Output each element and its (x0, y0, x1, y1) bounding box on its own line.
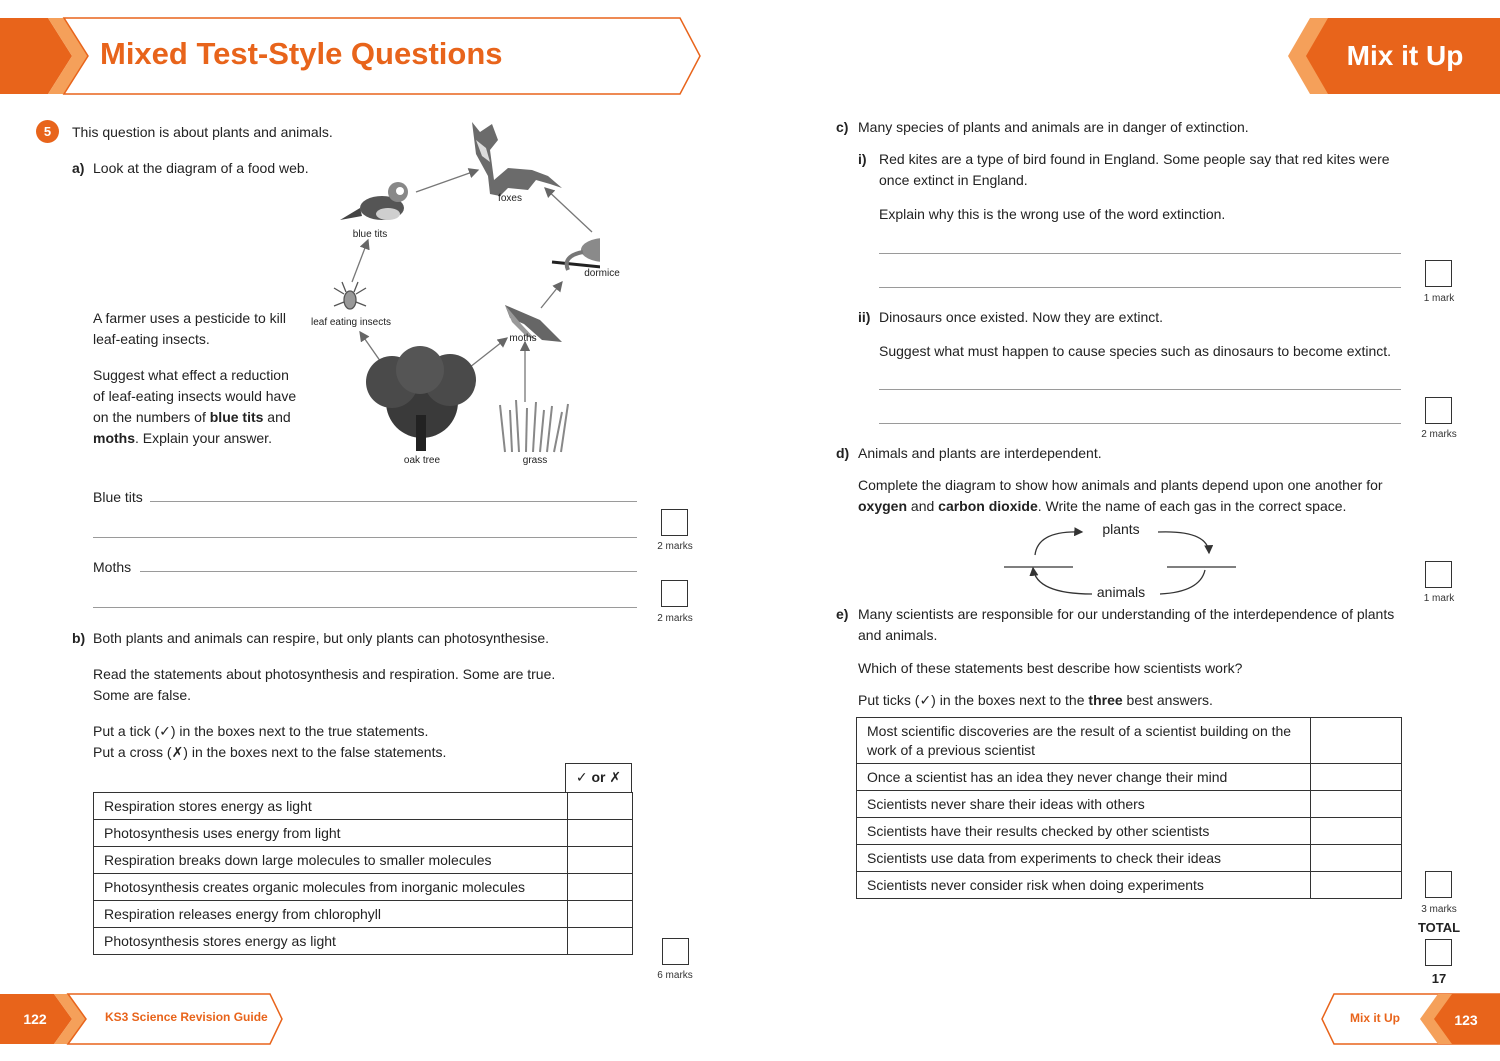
answer-cell[interactable] (568, 847, 633, 874)
mark-box[interactable] (1425, 561, 1452, 588)
arrow-bluetits-foxes (416, 170, 478, 192)
page-title: Mixed Test-Style Questions (100, 36, 503, 71)
answer-cell[interactable] (1311, 791, 1402, 818)
marks-label: 1 mark (1423, 593, 1455, 604)
table-row (94, 874, 633, 901)
answer-line[interactable] (879, 253, 1401, 254)
statement-cell: Photosynthesis creates organic molecules from inorganic molecules (94, 874, 568, 901)
part-e-letter: e) (836, 606, 849, 622)
table-row (94, 901, 633, 928)
label-foxes: foxes (498, 193, 522, 204)
section-tab-label: Mix it Up (1346, 40, 1464, 71)
table-row (857, 818, 1402, 845)
arrow-moths-dormice (541, 282, 562, 308)
part-a-prompt: Look at the diagram of a food web. (93, 160, 309, 176)
statement-cell: Scientists have their results checked by other scientists (857, 818, 1311, 845)
table-row (94, 847, 633, 874)
footer-section-title: Mix it Up (1350, 1011, 1400, 1025)
answer-cell[interactable] (568, 793, 633, 820)
label-blue-tits: blue tits (352, 229, 388, 240)
answer-cell[interactable] (568, 874, 633, 901)
mark-box[interactable] (1425, 871, 1452, 898)
part-c-letter: c) (836, 119, 849, 135)
answer-cell[interactable] (568, 928, 633, 955)
answer-cell[interactable] (1311, 718, 1402, 764)
answer-cell[interactable] (568, 820, 633, 847)
cycle-label-animals: animals (1096, 584, 1146, 600)
part-c-ii-suggest: Suggest what must happen to cause species such as dinosaurs to become extinct. (879, 343, 1392, 359)
label-grass: grass (522, 455, 548, 466)
table-row (857, 764, 1402, 791)
answer-line[interactable] (879, 287, 1401, 288)
statements-table-b (93, 792, 633, 955)
mark-box[interactable] (661, 580, 688, 607)
table-row (857, 872, 1402, 899)
part-e-ticks: Put ticks (✓) in the boxes next to the three best answers. (858, 692, 1213, 708)
part-e-prompt: Many scientists are responsible for our understanding of the interdependence of plants and animals. (858, 606, 1395, 643)
part-c-ii-text: Dinosaurs once existed. Now they are extinct. (879, 309, 1164, 325)
answer-cell[interactable] (1311, 845, 1402, 872)
part-e-which: Which of these statements best describe how scientists work? (858, 660, 1243, 676)
answer-label-moths: Moths (93, 559, 132, 575)
answer-line[interactable] (93, 607, 637, 608)
table-row (857, 791, 1402, 818)
table-row (857, 718, 1402, 764)
mark-box[interactable] (1425, 397, 1452, 424)
statement-cell: Scientists use data from experiments to check their ideas (857, 845, 1311, 872)
statements-table-e (856, 717, 1402, 899)
part-b-tick-instruction: Put a tick (✓) in the boxes next to the true statements. (93, 723, 429, 739)
answer-line[interactable] (140, 571, 637, 572)
part-d-prompt: Animals and plants are interdependent. (858, 445, 1102, 461)
label-oak-tree: oak tree (403, 455, 441, 466)
part-a-letter: a) (72, 160, 85, 176)
insect-illustration (334, 282, 366, 309)
answer-cell[interactable] (1311, 818, 1402, 845)
label-moths: moths (509, 333, 537, 344)
page-number-left: 122 (23, 1011, 47, 1027)
farmer-text: A farmer uses a pesticide to kill leaf-eating insects. (93, 310, 286, 347)
marks-label: 2 marks (657, 613, 693, 624)
statement-cell: Photosynthesis uses energy from light (94, 820, 568, 847)
total-box[interactable] (1425, 939, 1452, 966)
mark-box[interactable] (661, 509, 688, 536)
cycle-label-plants: plants (1102, 521, 1140, 537)
marks-label: 3 marks (1421, 904, 1457, 915)
part-b-letter: b) (72, 630, 86, 646)
statement-cell: Respiration breaks down large molecules to smaller molecules (94, 847, 568, 874)
marks-label: 6 marks (657, 970, 693, 981)
answer-line[interactable] (150, 501, 637, 502)
answer-line[interactable] (879, 423, 1401, 424)
oak-tree-illustration (366, 346, 476, 451)
part-c-ii-label: ii) (858, 309, 871, 325)
answer-cell[interactable] (1311, 764, 1402, 791)
answer-cell[interactable] (568, 901, 633, 928)
marks-label: 1 mark (1423, 293, 1455, 304)
part-c-i-label: i) (858, 151, 867, 167)
question-intro: This question is about plants and animals. (72, 124, 333, 140)
dormouse-illustration (552, 235, 600, 270)
statement-cell: Scientists never share their ideas with others (857, 791, 1311, 818)
statement-cell: Respiration stores energy as light (94, 793, 568, 820)
statement-cell: Most scientific discoveries are the result of a scientist building on the work of a previous scientist (857, 718, 1311, 764)
arrow-insects-bluetits (352, 240, 368, 282)
answer-cell[interactable] (1311, 872, 1402, 899)
part-c-i-explain: Explain why this is the wrong use of the word extinction. (879, 206, 1226, 222)
table-row (94, 820, 633, 847)
table-row (94, 928, 633, 955)
label-leaf-insects: leaf eating insects (310, 317, 392, 328)
footer-book-title: KS3 Science Revision Guide (105, 1010, 268, 1024)
mark-box[interactable] (1425, 260, 1452, 287)
answer-line[interactable] (93, 537, 637, 538)
answer-label-blue-tits: Blue tits (93, 489, 143, 505)
marks-label: 2 marks (657, 541, 693, 552)
food-web-diagram (300, 110, 600, 480)
blue-tit-illustration (340, 182, 408, 220)
part-b-prompt: Both plants and animals can respire, but only plants can photosynthesise. (93, 630, 550, 646)
answer-line[interactable] (879, 389, 1401, 390)
part-c-i-text: Red kites are a type of bird found in England. Some people say that red kites were once extinct in England. (879, 151, 1390, 188)
marks-label: 2 marks (1421, 429, 1457, 440)
question-number-badge: 5 (36, 120, 59, 143)
grass-illustration (500, 400, 568, 452)
total-value: 17 (1431, 971, 1447, 986)
statement-cell: Photosynthesis stores energy as light (94, 928, 568, 955)
part-b-read: Read the statements about photosynthesis and respiration. Some are true. Some are false. (93, 666, 556, 703)
label-dormice: dormice (584, 268, 620, 279)
total-label: TOTAL (1417, 920, 1461, 935)
statement-cell: Respiration releases energy from chlorophyll (94, 901, 568, 928)
mark-box[interactable] (662, 938, 689, 965)
table-row (94, 793, 633, 820)
page-number-right: 123 (1454, 1012, 1478, 1028)
suggest-text: Suggest what effect a reduction of leaf-eating insects would have on the numbers of blue tits and moths. Explain your answer. (93, 367, 297, 446)
part-d-complete: Complete the diagram to show how animals and plants depend upon one another for oxygen and carbon dioxide. Write the name of each gas in the correct space. (858, 477, 1383, 514)
statement-cell: Scientists never consider risk when doing experiments (857, 872, 1311, 899)
tick-cross-column-header: ✓ or ✗ (565, 763, 632, 793)
fox-illustration (472, 122, 562, 196)
table-row (857, 845, 1402, 872)
statement-cell: Once a scientist has an idea they never change their mind (857, 764, 1311, 791)
arrow-dormice-foxes (545, 188, 592, 232)
part-d-letter: d) (836, 445, 850, 461)
part-b-cross-instruction: Put a cross (✗) in the boxes next to the false statements. (93, 744, 447, 760)
part-c-prompt: Many species of plants and animals are in danger of extinction. (858, 119, 1249, 135)
